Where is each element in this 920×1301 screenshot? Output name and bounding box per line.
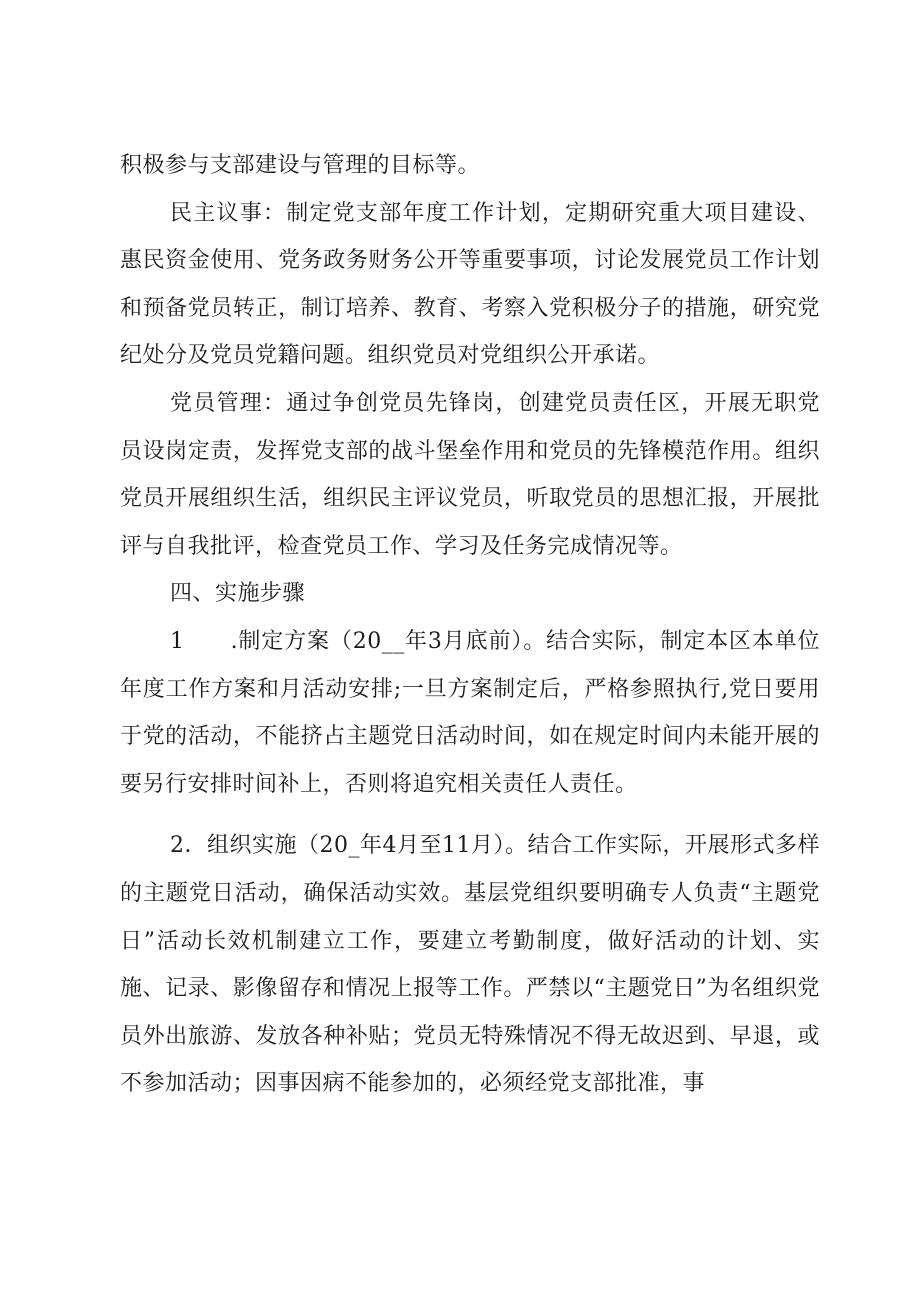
step-1-paragraph: 1 .制定方案（20__年3月底前）。结合实际，制定本区本单位年度工作方案和月活动安排;一旦方案制定后，严格参照执行,党日要用于党的活动，不能挤占主题党日活动时间，如在规定时间内未能开展的要另行安排时间补上，否则将追究相关责任人责任。 <box>120 628 820 797</box>
section-heading: 四、实施步骤 <box>170 581 306 607</box>
paragraph-democratic-deliberation: 民主议事：制定党支部年度工作计划，定期研究重大项目建设、惠民资金使用、党务政务财务公开等重要事项，讨论发展党员工作计划和预备党员转正，制订培养、教育、考察入党积极分子的措施，研究党纪处分及党员党籍问题。组织党员对党组织公开承诺。 <box>120 200 820 369</box>
document-page <box>120 142 820 1108</box>
paragraph-member-management: 党员管理：通过争创党员先锋岗，创建党员责任区，开展无职党员设岗定责，发挥党支部的战斗堡垒作用和党员的先锋模范作用。组织党员开展组织生活，组织民主评议党员，听取党员的思想汇报，开展批评与自我批评，检查党员工作、学习及任务完成情况等。 <box>120 390 820 559</box>
paragraph-continuation: 积极参与支部建设与管理的目标等。 <box>120 153 481 178</box>
step-2-paragraph: 2．组织实施（20_年4月至11月）。结合工作实际，开展形式多样的主题党日活动，确保活动实效。基层党组织要明确专人负责“主题党日”活动长效机制建立工作，要建立考勤制度，做好活动的计划、实施、记录、影像留存和情况上报等工作。严禁以“主题党日”为名组织党员外出旅游、发放各种补贴；党员无特殊情况不得无故迟到、早退，或不参加活动；因事因病不能参加的，必须经党支部批准，事 <box>120 833 820 1097</box>
